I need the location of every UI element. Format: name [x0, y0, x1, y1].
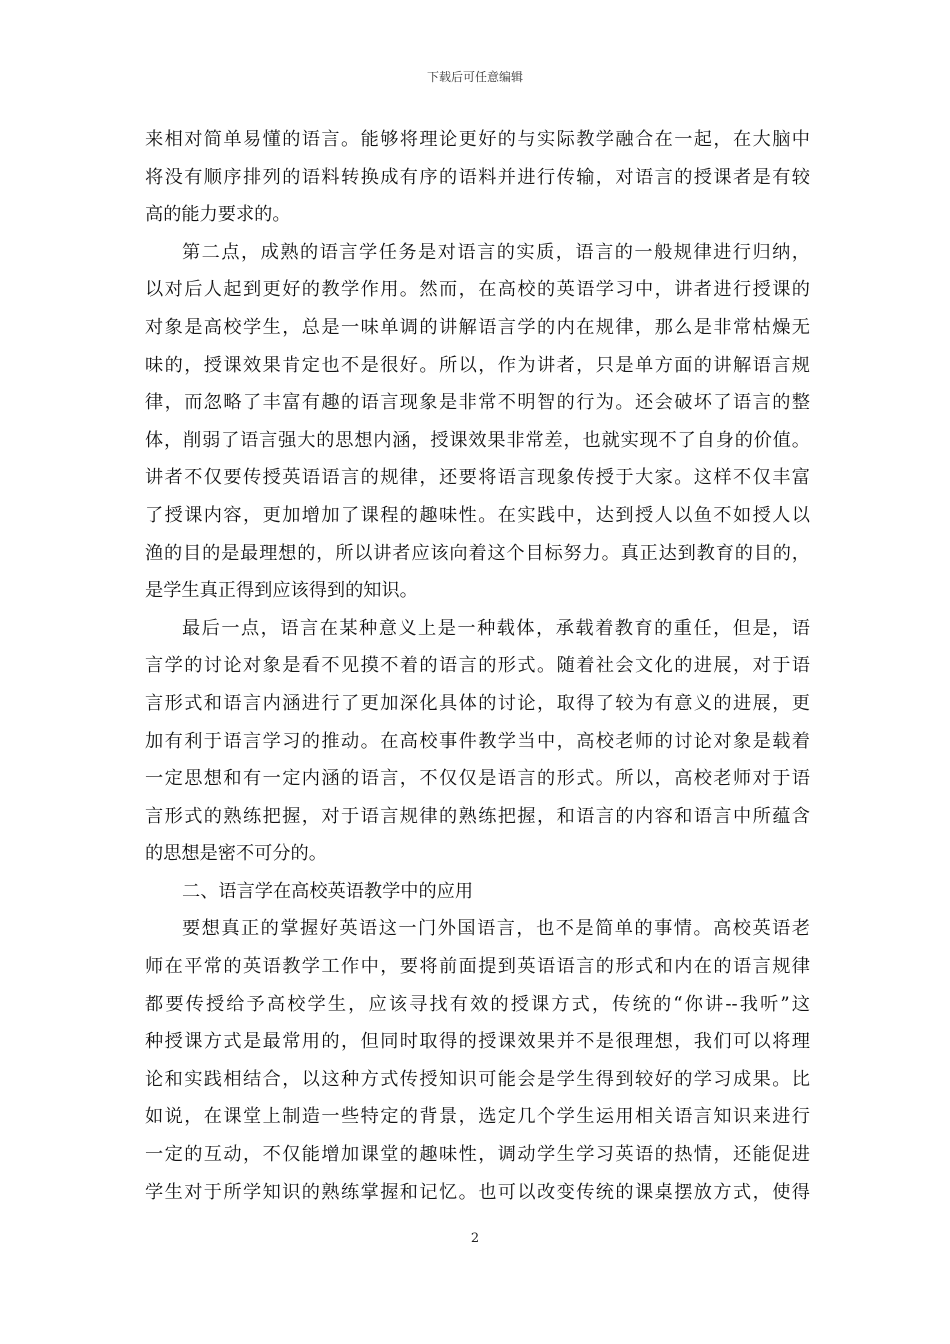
text-line: 论和实践相结合，以这种方式传授知识可能会是学生得到较好的学习成果。比: [145, 1068, 810, 1090]
text-line: 言学的讨论对象是看不见摸不着的语言的形式。随着社会文化的进展，对于语: [145, 655, 810, 677]
text-line: 如说，在课堂上制造一些特定的背景，选定几个学生运用相关语言知识来进行: [145, 1106, 810, 1128]
text-line: 体，削弱了语言强大的思想内涵，授课效果非常差，也就实现不了自身的价值。: [145, 429, 810, 451]
text-line: 师在平常的英语教学工作中，要将前面提到英语语言的形式和内在的语言规律: [145, 956, 810, 978]
text-line: 了授课内容，更加增加了课程的趣味性。在实践中，达到授人以鱼不如授人以: [145, 504, 810, 526]
text-line: 加有利于语言学习的推动。在高校事件教学当中，高校老师的讨论对象是载着: [145, 730, 810, 752]
text-line: 一定思想和有一定内涵的语言，不仅仅是语言的形式。所以，高校老师对于语: [145, 768, 810, 790]
text-line: 言形式和语言内涵进行了更加深化具体的讨论，取得了较为有意义的进展，更: [145, 692, 810, 714]
text-line: 种授课方式是最常用的，但同时取得的授课效果并不是很理想，我们可以将理: [145, 1031, 810, 1053]
paragraph-start-line: 最后一点，语言在某种意义上是一种载体，承载着教育的重任，但是，语: [182, 617, 810, 639]
text-line: 来相对简单易懂的语言。能够将理论更好的与实际教学融合在一起，在大脑中: [145, 129, 810, 150]
page-header: 下载后可任意编辑: [426, 70, 523, 84]
page-number: 2: [470, 1231, 480, 1246]
text-line: 味的，授课效果肯定也不是很好。所以，作为讲者，只是单方面的讲解语言规: [145, 354, 810, 376]
text-line: 一定的互动，不仅能增加课堂的趣味性，调动学生学习英语的热情，还能促进: [145, 1144, 810, 1166]
text-line: 对象是高校学生，总是一味单调的讲解语言学的内在规律，那么是非常枯燥无: [145, 316, 810, 338]
text-line: 律，而忽略了丰富有趣的语言现象是非常不明智的行为。还会破坏了语言的整: [145, 392, 810, 414]
text-line: 都要传授给予高校学生，应该寻找有效的授课方式，传统的“你讲--我听”这: [145, 993, 810, 1015]
text-line: 讲者不仅要传授英语语言的规律，还要将语言现象传授于大家。这样不仅丰富: [145, 467, 810, 489]
paragraph-start-line: 第二点，成熟的语言学任务是对语言的实质，语言的一般规律进行归纳，: [182, 241, 810, 263]
text-line: 言形式的熟练把握，对于语言规律的熟练把握，和语言的内容和语言中所蕴含: [145, 805, 810, 827]
text-line: 学生对于所学知识的熟练掌握和记忆。也可以改变传统的课桌摆放方式，使得: [145, 1181, 810, 1203]
text-line: 高的能力要求的。: [145, 204, 291, 226]
paragraph-start-line: 要想真正的掌握好英语这一门外国语言，也不是简单的事情。高校英语老: [182, 918, 810, 940]
text-line: 渔的目的是最理想的，所以讲者应该向着这个目标努力。真正达到教育的目的，: [145, 542, 810, 564]
text-line: 是学生真正得到应该得到的知识。: [145, 580, 418, 602]
section-heading: 二、语言学在高校英语教学中的应用: [182, 880, 474, 902]
text-line: 将没有顺序排列的语料转换成有序的语料并进行传输，对语言的授课者是有较: [145, 166, 810, 188]
text-line: 以对后人起到更好的教学作用。然而，在高校的英语学习中，讲者进行授课的: [145, 279, 810, 301]
text-line: 的思想是密不可分的。: [145, 843, 327, 865]
document-body: [145, 121, 810, 1211]
